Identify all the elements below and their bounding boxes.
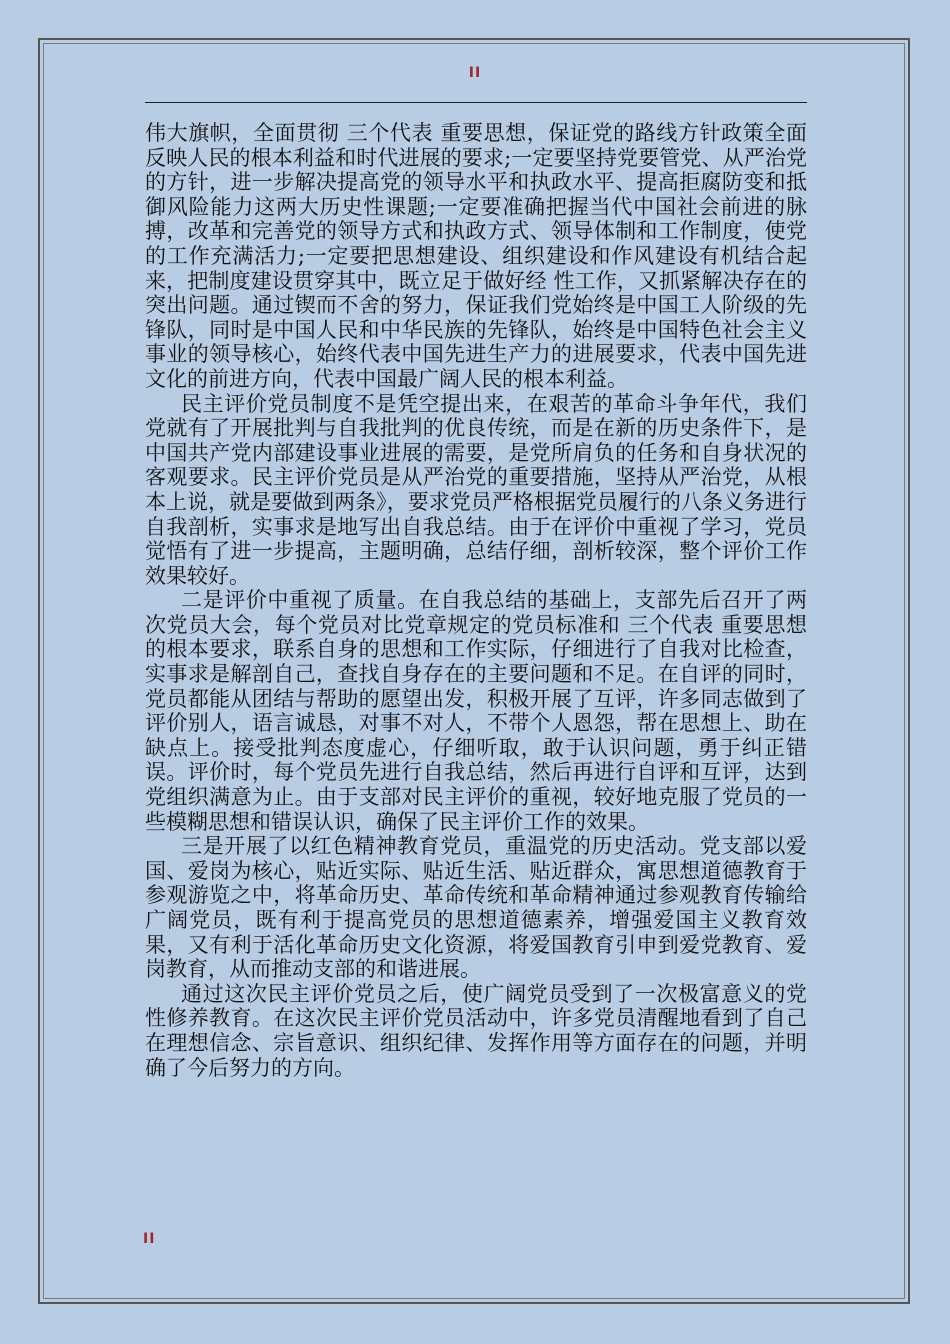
paragraph-democratic-evaluation: 民主评价党员制度不是凭空提出来，在艰苦的革命斗争年代，我们党就有了开展批判与自我批判的优良传统，而是在新的历史条件下，是中国共产党内部建设事业进展的需要，是党所肩负的任务和自身状况的客观要求。民主评价党员是从严治党的重要措施，坚持从严治党，从根本上说，就是要做到两条》，要求党员严格根据党员履行的八条义务进行自我剖析，实事求是地写出自我总结。由于在评价中重视了学习，党员觉悟有了进一步提高，主题明确，总结仔细，剖析较深，整个评价工作效果较好。 xyxy=(145,391,807,588)
document-body xyxy=(145,121,807,1080)
footer-page-mark: II xyxy=(143,1231,156,1247)
paragraph-continuation: 伟大旗帜，全面贯彻 三个代表 重要思想，保证党的路线方针政策全面反映人民的根本利益和时代进展的要求;一定要坚持党要管党、从严治党的方针，进一步解决提高党的领导水平和执政水平、提高拒腐防变和抵御风险能力这两大历史性课题;一定要准确把握当代中国社会前进的脉搏，改革和完善党的领导方式和执政方式、领导体制和工作制度，使党的工作充满活力;一定要把思想建设、组织建设和作风建设有机结合起来，把制度建设贯穿其中，既立足于做好经 性工作，又抓紧解决存在的突出问题。通过锲而不舍的努力，保证我们党始终是中国工人阶级的先锋队，同时是中国人民和中华民族的先锋队，始终是中国特色社会主义事业的领导核心，始终代表中国先进生产力的进展要求，代表中国先进文化的前进方向，代表中国最广阔人民的根本利益。 xyxy=(145,121,807,391)
paragraph-quality: 二是评价中重视了质量。在自我总结的基础上，支部先后召开了两次党员大会，每个党员对比党章规定的党员标准和 三个代表 重要思想的根本要求，联系自身的思想和工作实际，仔细进行了自我对比检查，实事求是解剖自己，查找自身存在的主要问题和不足。在自评的同时，党员都能从团结与帮助的愿望出发，积极开展了互评，许多同志做到了评价别人，语言诚恳，对事不对人，不带个人恩怨，帮在思想上、助在缺点上。接受批判态度虚心，仔细听取，敢于认识问题，勇于纠正错误。评价时，每个党员先进行自我总结，然后再进行自评和互评，达到党组织满意为止。由于支部对民主评价的重视，较好地克服了党员的一些模糊思想和错误认识，确保了民主评价工作的效果。 xyxy=(145,588,807,834)
header-divider xyxy=(145,102,807,103)
header-page-mark: II xyxy=(468,65,482,81)
paragraph-conclusion: 通过这次民主评价党员之后，使广阔党员受到了一次极富意义的党性修养教育。在这次民主评价党员活动中，许多党员清醒地看到了自己在理想信念、宗旨意识、组织纪律、发挥作用等方面存在的问题，并明确了今后努力的方向。 xyxy=(145,981,807,1080)
paragraph-red-spirit-education: 三是开展了以红色精神教育党员，重温党的历史活动。党支部以爱国、爱岗为核心，贴近实际、贴近生活、贴近群众，寓思想道德教育于参观游览之中，将革命历史、革命传统和革命精神通过参观教育传输给广阔党员，既有利于提高党员的思想道德素养，增强爱国主义教育效果，又有利于活化革命历史文化资源，将爱国教育引申到爱党教育、爱岗教育，从而推动支部的和谐进展。 xyxy=(145,834,807,982)
